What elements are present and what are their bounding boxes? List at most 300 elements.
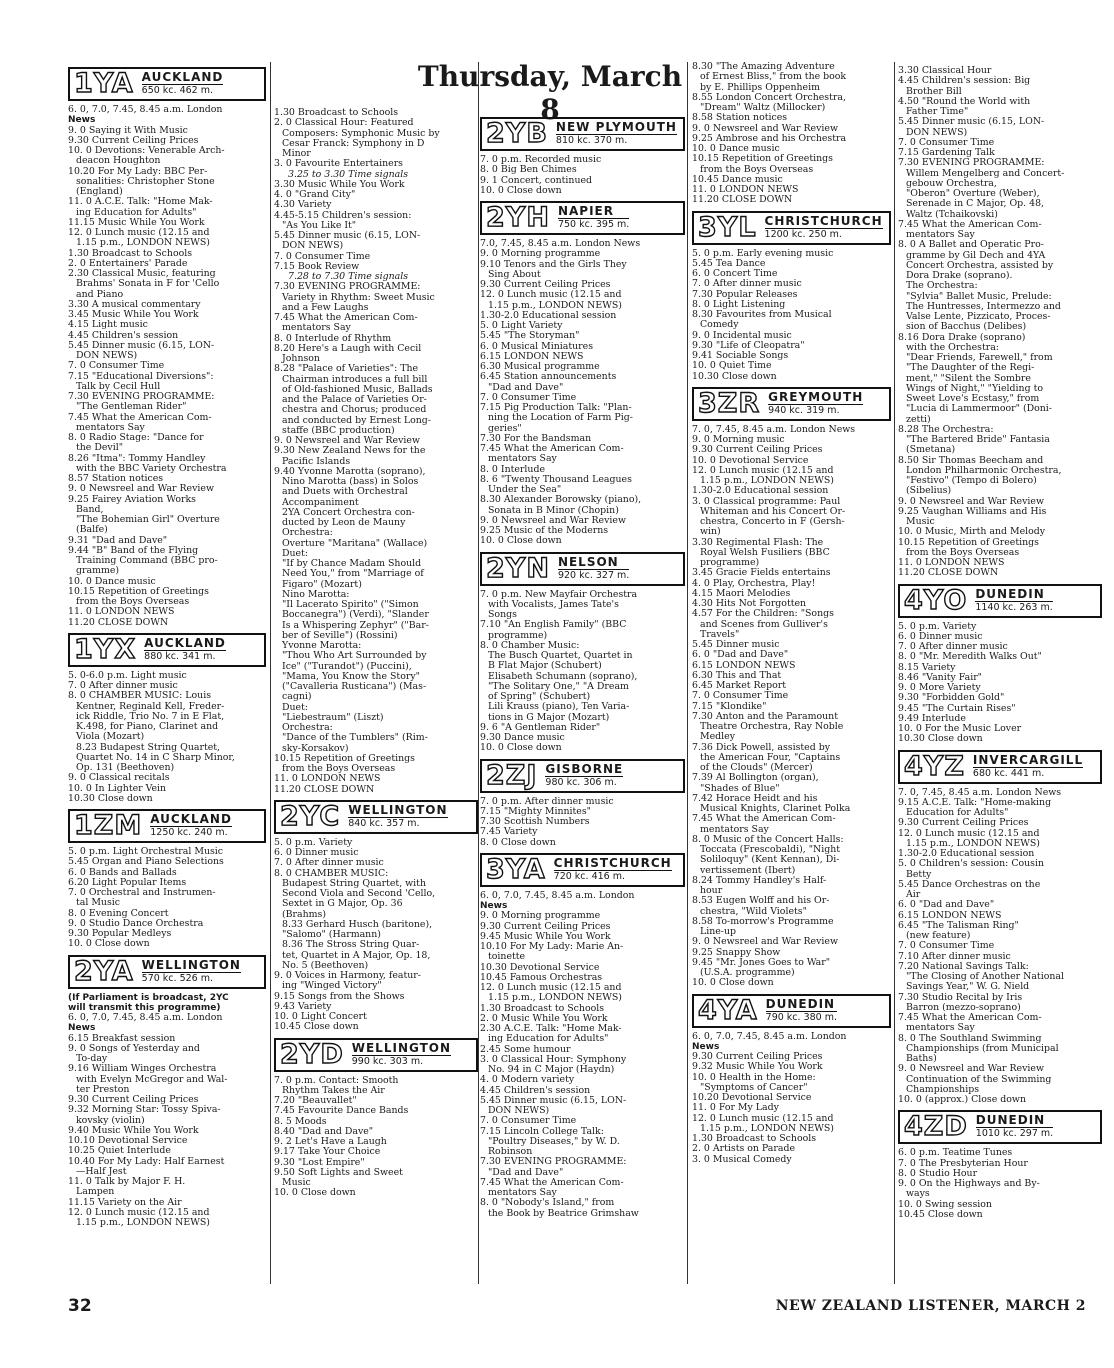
listing-continuation: tal Music <box>76 898 121 909</box>
listing-line: 9.25 Snappy Show <box>692 947 781 958</box>
listing-line: 6.30 This and That <box>692 670 782 681</box>
station-frequency: 810 kc. 370 m. <box>555 135 628 146</box>
station-city: DUNEDIN <box>765 996 836 1011</box>
listing-continuation: (Balfe) <box>76 525 108 536</box>
station-info <box>144 637 226 663</box>
listing-continuation: Music <box>906 517 935 527</box>
listing-line: 9. 0 Classical recitals <box>68 773 170 784</box>
listing-continuation: and Duets with Orchestral <box>282 487 408 498</box>
listing-continuation: Yvonne Marotta: <box>282 641 362 651</box>
listing-line: 4.57 For the Children: "Songs <box>692 609 834 620</box>
listing-continuation: DON NEWS) <box>282 241 344 252</box>
station-info <box>554 857 672 883</box>
listing-line: 10.15 Repetition of Greetings <box>692 154 833 165</box>
listing-continuation: 1.15 p.m., LONDON NEWS) <box>906 838 1040 849</box>
station-info <box>765 215 883 241</box>
listing-line: 3. 0 Musical Comedy <box>692 1154 792 1165</box>
listing-line: 7. 0 Consumer Time <box>480 1116 577 1127</box>
listing-line: 6. 0 Concert Time <box>692 269 778 279</box>
listing-continuation: Robinson <box>488 1147 533 1157</box>
listing-line: 7.39 Al Bollington (organ), <box>692 773 819 784</box>
listing-continuation: ment," "Silent the Sombre <box>906 373 1031 384</box>
listing-line: 9. 0 Incidental music <box>692 330 792 341</box>
listing-continuation: Lili Krauss (piano), Ten Varia- <box>488 702 630 713</box>
listing-line: News <box>692 1041 720 1052</box>
listing-continuation: and Scenes from Gulliver's <box>700 619 828 630</box>
listing-continuation: of Spring" (Schubert) <box>488 692 591 702</box>
listing-continuation: from the Boys Overseas <box>906 547 1020 558</box>
listing-continuation: of the Clouds" (Mercer) <box>700 763 813 773</box>
listing-line: 7.15 Lincoln College Talk: <box>480 1126 604 1137</box>
listing-line: 7. 0 p.m. Recorded music <box>480 155 602 165</box>
listing-line: 9. 0 Newsreel and War Review <box>692 937 838 948</box>
listing-line: 9.16 William Winges Orchestra <box>68 1064 217 1075</box>
listing-continuation: "The Closing of Another National <box>906 972 1064 982</box>
listing-line: 7. 0 After dinner music <box>692 279 802 290</box>
listing-line: 4. 0 Modern variety <box>480 1075 575 1086</box>
listing-line: 10.20 Devotional Service <box>692 1093 812 1103</box>
listing-line: 4.15 Maori Melodies <box>692 588 791 599</box>
listing-line: 6. 0, 7.0, 7.45, 8.45 a.m. London <box>68 1013 223 1023</box>
listing-line: 8.55 London Concert Orchestra, <box>692 92 846 103</box>
listing-continuation: ways <box>906 1189 930 1200</box>
station-header <box>68 633 266 667</box>
listing-line: 8. 5 Moods <box>274 1116 327 1127</box>
listing-continuation: cagni) <box>282 692 312 703</box>
listing-line: 7. 0 The Presbyterian Hour <box>898 1158 1028 1169</box>
listing-continuation: Band, <box>76 504 104 515</box>
station-call-sign: 2YH <box>486 202 550 233</box>
listing-continuation: Soliloquy" (Kent Kennan), Di- <box>700 855 840 866</box>
listing-line: 6.15 Breakfast session <box>68 1033 176 1044</box>
listing-line: 5.45 Organ and Piano Selections <box>68 857 224 868</box>
listing-continuation: Father Time" <box>906 107 969 117</box>
listing-continuation: Chairman introduces a full bill <box>282 374 428 385</box>
page-number: 32 <box>68 1296 92 1316</box>
listing-line: 10.30 Close down <box>692 371 777 382</box>
listing-continuation: mentators Say <box>488 1188 557 1198</box>
listing-continuation: gebouw Orchestra, <box>906 178 997 189</box>
listing-continuation: Betty <box>906 869 932 880</box>
listing-line: 8.30 Alexander Borowsky (piano), <box>480 495 642 506</box>
listing-line: 1.30 Broadcast to Schools <box>68 248 193 259</box>
station-city: AUCKLAND <box>150 812 232 826</box>
listing-continuation: 1.15 p.m., LONDON NEWS) <box>700 1123 834 1134</box>
listing-line: 9.32 Music While You Work <box>692 1062 823 1073</box>
listing-continuation: win) <box>700 527 721 538</box>
listing-continuation: "Oberon" Overture (Weber), <box>906 189 1040 199</box>
listing-line: 6.30 Musical programme <box>480 362 600 372</box>
listing-line: 7. 0 p.m. New Mayfair Orchestra <box>480 589 638 600</box>
station-info <box>348 804 447 830</box>
listing-line: 9. 6 "A Gentleman Rider" <box>480 722 601 733</box>
listing-line: 9.32 Morning Star: Tossy Spiva- <box>68 1105 221 1116</box>
listing-line: 12. 0 Lunch music (12.15 and <box>480 290 622 301</box>
listing-line: 9.50 Soft Lights and Sweet <box>274 1167 403 1178</box>
listing-line: 8. 0 Music of the Concert Halls: <box>692 834 844 845</box>
listing-line: 12. 0 Lunch music (12.15 and <box>898 828 1040 839</box>
listing-line: 4.30 Hits Not Forgotten <box>692 599 807 609</box>
listing-line: 7. 0 Orchestral and Instrumen- <box>68 888 216 898</box>
listing-line: 6.45 Station announcements <box>480 372 617 383</box>
listing-line: 7. 0, 7.45, 8.45 a.m. London News <box>692 424 856 435</box>
listing-continuation: No. 94 in C Major (Haydn) <box>488 1065 615 1075</box>
listing-line: 11.15 Music While You Work <box>68 217 205 228</box>
listing-continuation: 1.15 p.m., LONDON NEWS) <box>700 476 834 486</box>
listing-line: 4. 0 "Grand City" <box>274 190 356 200</box>
listing-line: 9.30 Current Ceiling Prices <box>480 280 611 290</box>
listing-continuation: from the Boys Overseas <box>76 597 190 607</box>
listing-continuation: Baths) <box>906 1054 937 1064</box>
listing-line: 7.45 What the American Com- <box>898 219 1042 230</box>
listing-continuation: Duet: <box>282 702 309 713</box>
station-city: CHRISTCHURCH <box>764 213 883 228</box>
listing-line: 8. 0 Interlude <box>480 464 545 475</box>
listing-continuation: deacon Houghton <box>76 156 161 167</box>
listing-line: 9.45 "The Curtain Rises" <box>898 703 1016 714</box>
station-city: WELLINGTON <box>141 957 241 972</box>
listing-line: News <box>68 115 96 126</box>
listing-continuation: London Philharmonic Orchestra, <box>906 465 1062 476</box>
listing-line: 8.50 Sir Thomas Beecham and <box>898 455 1044 466</box>
listing-line: 10. 0 Dance music <box>68 576 156 587</box>
listing-continuation: "Dream" Waltz (Millocker) <box>700 103 826 113</box>
listing-line: 9.30 Current Ceiling Prices <box>480 921 611 932</box>
listing-line: 1.30 Broadcast to Schools <box>274 108 399 118</box>
listing-line: 7.45 What the American Com- <box>898 1013 1042 1023</box>
listing-line: 9.41 Sociable Songs <box>692 351 789 361</box>
listing-continuation: To-day <box>76 1054 108 1064</box>
listing-line: 9.30 Current Ceiling Prices <box>68 1095 199 1105</box>
listing-line: 9.30 Current Ceiling Prices <box>898 818 1029 829</box>
listing-continuation: Accompaniment <box>282 497 359 508</box>
listing-continuation: with the Orchestra: <box>906 342 999 353</box>
listing-line: 9. 0 Newsreel and War Review <box>692 123 838 134</box>
listing-line: 7.15 "Educational Diversions": <box>68 371 214 382</box>
listing-line: 7.45 What the American Com- <box>480 444 624 454</box>
station-header <box>898 584 1102 618</box>
listing-line: 9.49 Interlude <box>898 713 966 724</box>
listing-line: 8. 0 A Ballet and Operatic Pro- <box>898 240 1044 251</box>
listing-continuation: Sextet in G Major, Op. 36 <box>282 899 403 910</box>
listing-line: 6.20 Light Popular Items <box>68 877 187 888</box>
station-info <box>352 1042 451 1068</box>
listing-continuation: mentators Say <box>76 422 145 433</box>
column-divider <box>478 62 479 1284</box>
listing-line: 7.30 EVENING PROGRAMME: <box>898 158 1045 169</box>
listing-continuation: Lampen <box>76 1187 115 1198</box>
station-frequency: 1010 kc. 297 m. <box>975 1128 1054 1140</box>
listing-line: 9.40 Yvonne Marotta (soprano), <box>274 466 426 477</box>
listing-line: 5.45 "The Storyman" <box>480 331 580 342</box>
listing-line: 10. 0 Close down <box>480 185 562 196</box>
listing-line: 9.30 "Forbidden Gold" <box>898 693 1005 704</box>
station-header <box>480 201 685 235</box>
listing-line: 11.15 Variety on the Air <box>68 1197 182 1208</box>
listing-line: 7.20 National Savings Talk: <box>898 961 1029 972</box>
listing-continuation: Musical Knights, Clarinet Polka <box>700 804 851 814</box>
listing-line: 7.30 For the Bandsman <box>480 433 592 444</box>
listing-line: 3.30 Regimental Flash: The <box>692 537 824 548</box>
listing-continuation: from the Boys Overseas <box>700 164 814 175</box>
station-header <box>480 552 685 586</box>
listing-line: 10. 0 Close down <box>274 1188 356 1199</box>
listing-continuation: The Busch Quartet, Quartet in <box>488 651 633 661</box>
listing-line: 5. 0 p.m. Variety <box>898 621 977 632</box>
listing-line: 9. 0 Newsreel and War Review <box>898 496 1044 507</box>
station-frequency: 720 kc. 416 m. <box>553 870 625 882</box>
listing-continuation: with the BBC Variety Orchestra <box>76 463 227 474</box>
listing-line: 4.50 "Round the World with <box>898 96 1031 107</box>
station-header <box>274 800 478 834</box>
listing-line: 9. 0 Newsreel and War Review <box>480 515 626 526</box>
listing-line: 9.30 Current Ceiling Prices <box>692 1052 823 1062</box>
listing-line: 9. 0 More Variety <box>898 683 981 693</box>
station-frequency: 920 kc. 327 m. <box>557 569 630 581</box>
listing-line: 9. 0 On the Highways and By- <box>898 1179 1040 1189</box>
column-divider <box>894 62 895 1284</box>
listing-line: 7.30 Popular Releases <box>692 289 798 300</box>
listing-continuation: with Evelyn McGregor and Wal- <box>76 1074 228 1085</box>
listing-line: 6.45 Market Report <box>692 681 787 691</box>
listing-continuation: DON NEWS) <box>906 127 968 138</box>
listing-line: 9. 0 Newsreel and War Review <box>68 484 214 495</box>
listing-line: 7.30 Anton and the Paramount <box>692 711 838 722</box>
listing-continuation: 8.33 Gerhard Husch (baritone), <box>282 919 433 930</box>
station-call-sign: 4YA <box>698 994 758 1026</box>
listing-continuation: mentators Say <box>282 323 351 334</box>
listing-line: 7.15 Gardening Talk <box>898 148 995 158</box>
station-header <box>68 67 266 101</box>
listing-line: 4.45 Children's session <box>68 330 179 341</box>
listing-line: 5. 0 p.m. Light Orchestral Music <box>68 847 224 857</box>
listing-continuation: chestra, "Wild Violets" <box>700 906 807 917</box>
listing-continuation: Music <box>282 1178 311 1188</box>
station-header <box>692 994 891 1028</box>
listing-continuation: "Il Lacerato Spirito" ("Simon <box>282 600 419 610</box>
listing-line: 10. 0 Swing session <box>898 1199 992 1210</box>
listing-line: 10. 0 Close down <box>68 939 150 950</box>
listing-continuation: Nino Marotta: <box>282 589 350 600</box>
listing-continuation: Comedy <box>700 320 739 331</box>
listing-line: 6. 0 Dinner music <box>898 631 983 642</box>
listing-line: 10. 0 Devotional Service <box>692 455 809 466</box>
listing-line: 7.45 What the American Com- <box>480 1177 624 1188</box>
station-city: INVERCARGILL <box>972 752 1084 767</box>
listing-continuation: (new feature) <box>906 931 971 941</box>
listing-continuation: Brahms' Sonata in F for 'Cello <box>76 279 220 290</box>
listing-line: 9.31 "Dad and Dave" <box>68 535 168 546</box>
listing-continuation: Brother Bill <box>906 86 962 97</box>
listing-continuation: with Vocalists, James Tate's <box>488 599 619 610</box>
listing-line: 10. 0 Devotions: Venerable Arch- <box>68 146 225 156</box>
listing-line: 10. 0 Close down <box>480 536 562 547</box>
station-city: WELLINGTON <box>348 802 448 817</box>
listing-continuation: 8.36 The Stross String Quar- <box>282 940 420 951</box>
listing-line: 8.58 Station notices <box>692 113 788 124</box>
listing-line: 11.20 CLOSE DOWN <box>68 617 169 628</box>
listing-line: 9.30 "Lost Empire" <box>274 1157 365 1168</box>
listing-continuation: No. 5 (Beethoven) <box>282 960 369 971</box>
listing-continuation: Concert Orchestra, assisted by <box>906 260 1054 271</box>
listing-line: 10.45 Close down <box>898 1209 983 1220</box>
listing-line: 7.30 EVENING PROGRAMME: <box>480 1157 627 1168</box>
listing-line: 9. 0 Morning programme <box>480 249 601 260</box>
listing-line: 8. 0 The Southland Swimming <box>898 1033 1042 1044</box>
listing-line: 9.30 Dance music <box>480 733 565 743</box>
listing-line: 9.40 Music While You Work <box>68 1125 199 1136</box>
station-call-sign: 3ZR <box>698 387 761 419</box>
listing-line: 9.30 Popular Medleys <box>68 929 172 939</box>
listing-line: 6. 0 Musical Miniatures <box>480 341 594 352</box>
listing-continuation: Viola (Mozart) <box>76 732 145 743</box>
listing-continuation: programme) <box>488 630 548 641</box>
listing-line: 8.24 Tommy Handley's Half- <box>692 875 827 886</box>
listing-line: (If Parliament is broadcast, 2YC <box>68 992 229 1003</box>
listing-continuation: The Huntresses, Intermezzo and <box>906 301 1061 312</box>
listing-line: 8. 0 Big Ben Chimes <box>480 165 577 176</box>
listing-continuation: Championships (from Municipal <box>906 1043 1059 1054</box>
listing-continuation: tet, Quartet in A Major, Op. 18, <box>282 950 431 961</box>
listing-line: 8.30 Favourites from Musical <box>692 310 832 320</box>
listing-continuation: and a Few Laughs <box>282 302 369 313</box>
listing-continuation: (U.S.A. programme) <box>700 968 795 978</box>
listing-line: 7. 0 Consumer Time <box>480 392 577 403</box>
listing-line: 8. 0 Interlude of Rhythm <box>274 333 392 344</box>
listing-continuation: "As You Like It" <box>282 220 357 231</box>
listing-line: 6. 0 "Dad and Dave" <box>692 650 789 661</box>
listing-line: 8. 0 Close down <box>480 837 556 848</box>
listing-continuation: ing Education for Adults" <box>76 207 197 218</box>
listing-line: 3. 0 Classical programme: Paul <box>692 496 841 507</box>
listing-line: 11. 0 LONDON NEWS <box>274 774 381 785</box>
listing-line: 7.15 "Mighty Minnites" <box>480 806 591 817</box>
listing-line: 11.20 CLOSE DOWN <box>692 195 793 206</box>
listing-continuation: Sonata in B Minor (Chopin) <box>488 505 619 516</box>
listing-continuation: sion of Bacchus (Delibes) <box>906 322 1027 333</box>
listing-continuation: 1.15 p.m., LONDON NEWS) <box>488 993 622 1004</box>
station-frequency: 1200 kc. 250 m. <box>764 228 842 240</box>
listing-line: 6. 0 Bands and Ballads <box>68 867 177 878</box>
station-call-sign: 3YA <box>486 853 546 885</box>
station-frequency: 570 kc. 526 m. <box>141 972 213 984</box>
listing-continuation: "The Solitary One," "A Dream <box>488 681 629 692</box>
listing-line: 7. 0 Consumer Time <box>274 251 371 262</box>
listing-line: 7.10 After dinner music <box>898 951 1011 962</box>
listing-line: 9. 1 Concert, continued <box>480 175 593 186</box>
station-city: WELLINGTON <box>351 1040 452 1055</box>
listing-continuation: ber of Seville") (Rossini) <box>282 630 398 641</box>
listing-line: 2.30 Classical Music, featuring <box>68 269 216 279</box>
listing-continuation: "Salomo" (Harmann) <box>282 930 381 940</box>
listing-line: 10. 0 Light Concert <box>274 1012 367 1022</box>
listing-line: 10.45 Famous Orchestras <box>480 972 603 983</box>
listing-continuation: geries" <box>488 423 522 434</box>
listing-line: 11.20 CLOSE DOWN <box>274 784 375 795</box>
listing-line: 9. 2 Let's Have a Laugh <box>274 1137 387 1147</box>
listing-continuation: Rhythm Takes the Air <box>282 1085 385 1096</box>
listing-continuation: Under the Sea" <box>488 485 562 495</box>
listing-line: 8.46 "Vanity Fair" <box>898 672 982 683</box>
listing-continuation: Ice" ("Turandot") (Puccini), <box>282 661 412 672</box>
listing-line: 9.30 New Zealand News for the <box>274 446 426 457</box>
station-call-sign: 1YA <box>74 68 134 99</box>
listing-continuation: Talk by Cecil Hull <box>76 381 161 392</box>
listing-continuation: "Lucia di Lammermoor" (Doni- <box>906 404 1052 415</box>
listing-line: 8. 0 Evening Concert <box>68 908 169 919</box>
listing-continuation: DON NEWS) <box>488 1106 550 1116</box>
listing-continuation: Figaro" (Mozart) <box>282 579 362 590</box>
listing-column-2 <box>274 108 478 1199</box>
listing-line: 3.30 Music While You Work <box>274 179 405 190</box>
listing-continuation: Sing About <box>488 269 541 280</box>
listing-continuation: Second Viola and Second 'Cello, <box>282 889 436 899</box>
listing-continuation: of Ernest Bliss," from the book <box>700 72 847 83</box>
station-header <box>480 853 685 887</box>
listing-continuation: Dora Drake (soprano). <box>906 271 1013 281</box>
station-frequency: 840 kc. 357 m. <box>348 817 420 829</box>
listing-continuation: "If by Chance Madam Should <box>282 559 422 569</box>
station-city: DUNEDIN <box>975 588 1052 602</box>
listing-line: 8.20 Here's a Laugh with Cecil <box>274 343 422 354</box>
listing-continuation: Pacific Islands <box>282 456 351 467</box>
station-header <box>480 117 685 151</box>
listing-continuation: Kentner, Reginald Kell, Freder- <box>76 701 225 712</box>
listing-line: 1.30 Broadcast to Schools <box>480 1003 605 1014</box>
listing-line: 10.15 Repetition of Greetings <box>68 586 209 597</box>
listing-column-1 <box>68 62 266 1228</box>
listing-line: 9. 0 Newsreel and War Review <box>274 436 420 446</box>
listing-line: 10. 0 Close down <box>480 743 562 754</box>
station-frequency: 790 kc. 380 m. <box>765 1011 837 1023</box>
station-frequency: 940 kc. 319 m. <box>768 404 840 416</box>
listing-continuation: (England) <box>76 187 123 197</box>
station-city: AUCKLAND <box>144 635 226 650</box>
listing-line: 3. 0 Classical Hour: Symphony <box>480 1054 627 1065</box>
listing-continuation: sonalities: Christopher Stone <box>76 176 215 187</box>
station-call-sign: 2YN <box>486 552 550 584</box>
station-call-sign: 1ZM <box>74 810 143 841</box>
listing-line: 3.45 Music While You Work <box>68 310 199 320</box>
listing-line: 1.30 Broadcast to Schools <box>692 1134 817 1144</box>
listing-continuation: Minor <box>282 149 311 159</box>
listing-continuation: Orchestra: <box>282 723 333 733</box>
listing-continuation: (Sibelius) <box>906 486 952 497</box>
listing-line: 11. 0 LONDON NEWS <box>898 558 1005 568</box>
listing-line: 8. 0 Radio Stage: "Dance for <box>68 433 204 443</box>
listing-line: 11. 0 LONDON NEWS <box>68 607 175 618</box>
listing-line: News <box>68 1023 96 1034</box>
listing-line: 8. 0 Light Listening <box>692 299 786 310</box>
listing-continuation: 1.15 p.m., LONDON NEWS) <box>488 300 622 311</box>
listing-continuation: "Poultry Diseases," by W. D. <box>488 1136 620 1147</box>
listing-line: 7.15 Pig Production Talk: "Plan- <box>480 403 632 413</box>
station-info <box>545 763 623 789</box>
station-info <box>142 959 241 985</box>
listing-line: 11. 0 LONDON NEWS <box>692 185 799 195</box>
listing-continuation: "The Daughter of the Regi- <box>906 363 1035 374</box>
listing-continuation: the Book by Beatrice Grimshaw <box>488 1208 639 1219</box>
listing-line: 12. 0 Lunch music (12.15 and <box>692 465 834 476</box>
station-info <box>558 556 629 582</box>
listing-line: 11.20 CLOSE DOWN <box>898 568 999 579</box>
listing-line: 5.45 Dinner music <box>692 640 780 650</box>
listing-continuation: Is a Whispering Zephyr" ("Bar- <box>282 620 429 631</box>
station-city: GISBORNE <box>545 761 624 776</box>
listing-continuation: ("Cavalleria Rusticana") (Mas- <box>282 682 427 692</box>
time-signal-note: 7.28 to 7.30 Time signals <box>288 272 409 282</box>
listing-line: 7.15 Book Review <box>274 261 360 272</box>
